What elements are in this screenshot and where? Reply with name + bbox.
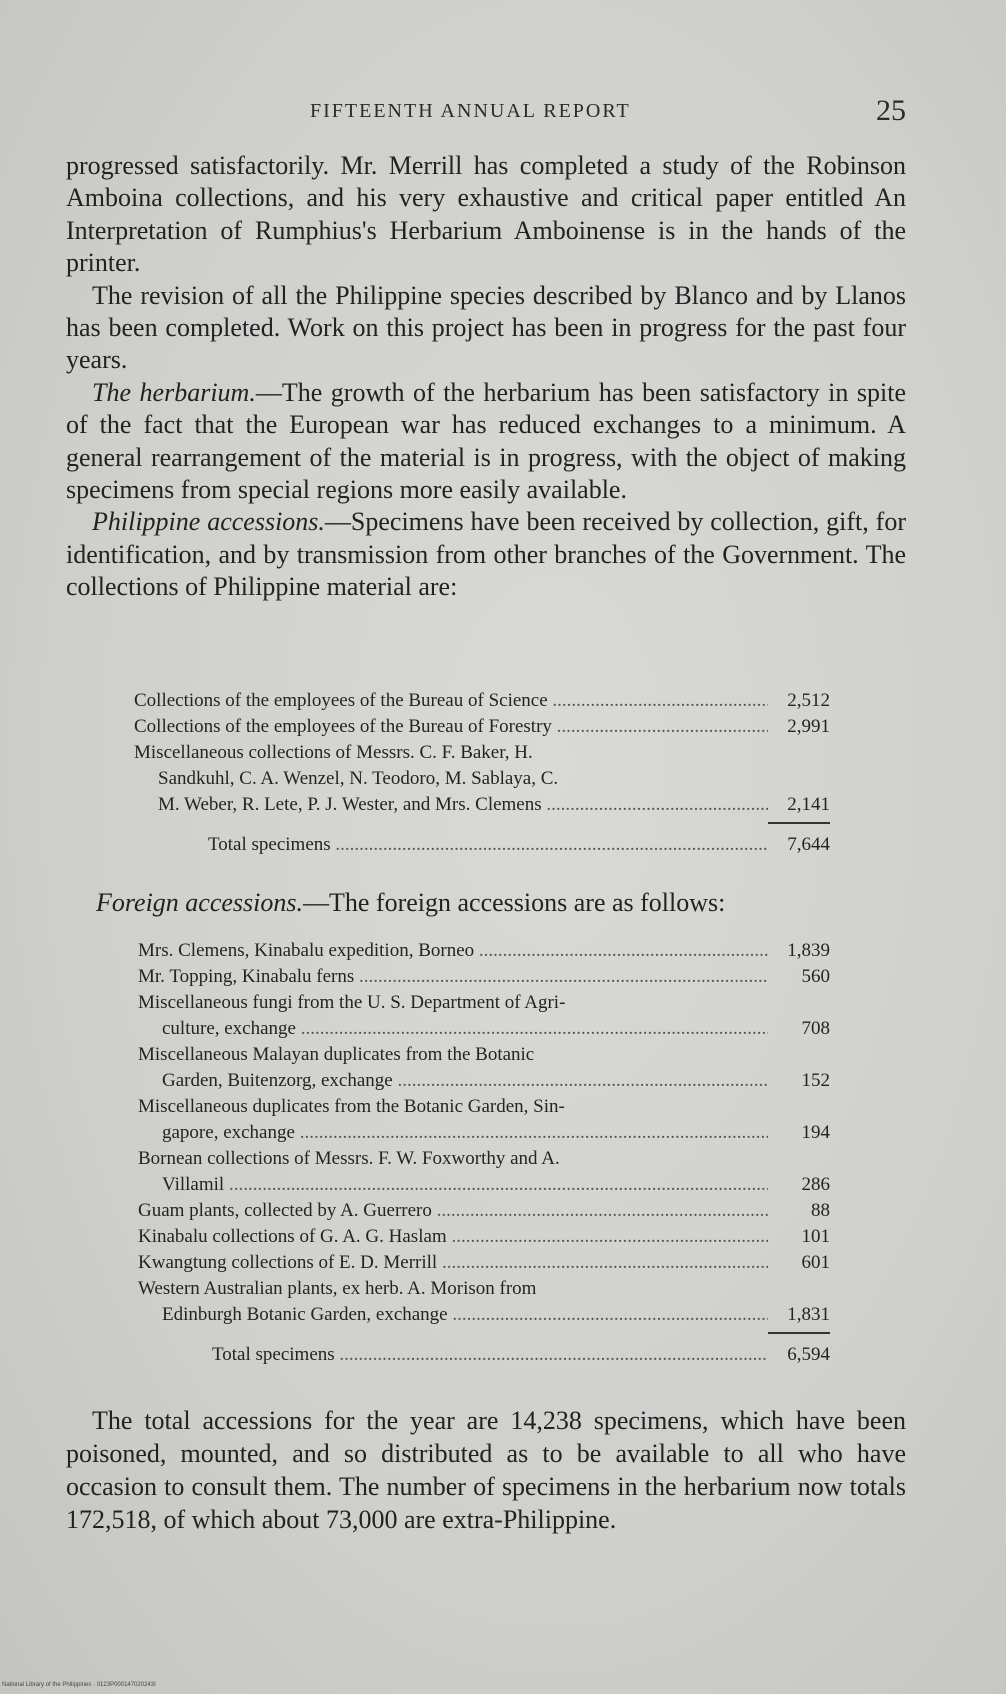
row-label: Mr. Topping, Kinabalu ferns ..... (138, 964, 768, 990)
total-row (138, 1342, 830, 1368)
table-row (134, 740, 830, 766)
philippine-accessions-heading: Philippine accessions. (92, 507, 325, 537)
row-label: Garden, Buitenzorg, exchange ..... (138, 1068, 768, 1094)
closing-text: The total accessions for the year are 14,238 specimens, which have been poisoned, mounted, and so distributed as to be available to all who have occasion to consult them. The number of specimens in the herbarium now totals 172,518, of which about 73,000 are extra-Philippine. (66, 1406, 906, 1534)
page-header (0, 94, 1006, 134)
table-row (138, 938, 830, 964)
row-label: culture, exchange ..... (138, 1016, 768, 1042)
row-label: Western Australian plants, ex herb. A. Morison from (138, 1278, 537, 1299)
table-row (138, 1016, 830, 1042)
herbarium-text: —The growth of the herbarium has been satisfactory in spite of the fact that the European war has reduced exchanges to a minimum. A general rearrangement of the material is in progress, with the object of making specimens from special regions more easily available. (66, 377, 906, 505)
table-row (138, 1120, 830, 1146)
row-label: Villamil ..... (138, 1172, 768, 1198)
foreign-accessions-heading: Foreign accessions. (96, 888, 303, 917)
row-label: Miscellaneous collections of Messrs. C. F. Baker, H. (134, 742, 533, 763)
total-label: Total specimens ..... (134, 832, 768, 858)
row-value: 708 (801, 1018, 830, 1039)
total-row (134, 832, 830, 858)
row-label: Miscellaneous duplicates from the Botanic Garden, Sin- (138, 1096, 565, 1117)
total-value: 6,594 (787, 1344, 830, 1365)
table-row (138, 1250, 830, 1276)
paragraph-1: progressed satisfactorily. Mr. Merrill has completed a study of the Robinson Amboina collections, and his very exhaustive and critical paper entitled An Interpretation of Rumphius's Herbarium Amboinense is in the hands of the printer. (66, 151, 906, 278)
paragraph-herbarium (66, 377, 906, 507)
philippine-accessions-text: —Specimens have been received by collection, gift, for identification, and by transmission from other branches of the Government. The collections of Philippine material are: (66, 507, 906, 602)
herbarium-heading: The herbarium. (92, 377, 256, 407)
row-label: Miscellaneous Malayan duplicates from the Botanic (138, 1044, 535, 1065)
row-value: 2,991 (787, 716, 830, 737)
total-rule (768, 1332, 830, 1334)
table-row (138, 1172, 830, 1198)
row-label: Collections of the employees of the Bureau of Forestry ..... (134, 714, 768, 740)
row-label: Sandkuhl, C. A. Wenzel, N. Teodoro, M. Sablaya, C. (158, 768, 559, 789)
row-label: gapore, exchange ..... (138, 1120, 768, 1146)
foreign-accessions-text: —The foreign accessions are as follows: (303, 888, 726, 917)
row-label: Mrs. Clemens, Kinabalu expedition, Borneo ..... (138, 938, 768, 964)
row-value: 560 (801, 966, 830, 987)
table-row (138, 1302, 830, 1328)
row-label: Bornean collections of Messrs. F. W. Foxworthy and A. (138, 1148, 560, 1169)
table-row (138, 1094, 830, 1120)
scan-footer-note: National Library of the Philippines · 0123P000147020243I (2, 1682, 156, 1688)
row-value: 2,512 (787, 690, 830, 711)
row-value: 88 (811, 1200, 830, 1221)
body-text (66, 150, 906, 604)
row-label: Edinburgh Botanic Garden, exchange ..... (138, 1302, 768, 1328)
table-row (138, 1198, 830, 1224)
closing-paragraph (66, 1404, 906, 1536)
row-value: 601 (801, 1252, 830, 1273)
table-row (138, 1042, 830, 1068)
paragraph-2: The revision of all the Philippine species described by Blanco and by Llanos has been completed. Work on this project has been in progress for the past four years. (66, 280, 906, 375)
philippine-accessions-table (134, 688, 830, 858)
table-row (138, 1068, 830, 1094)
row-value: 2,141 (787, 794, 830, 815)
row-label: Kwangtung collections of E. D. Merrill ..... (138, 1250, 768, 1276)
table-row (134, 688, 830, 714)
row-value: 194 (801, 1122, 830, 1143)
table-row (134, 714, 830, 740)
total-rule (768, 822, 830, 824)
row-value: 101 (801, 1226, 830, 1247)
table-row (138, 990, 830, 1016)
row-value: 1,831 (787, 1304, 830, 1325)
table-row (138, 1276, 830, 1302)
paragraph-philippine-accessions (66, 506, 906, 603)
total-value: 7,644 (787, 834, 830, 855)
row-value: 1,839 (787, 940, 830, 961)
table-row (138, 964, 830, 990)
table-row (138, 1146, 830, 1172)
table-row (134, 766, 830, 792)
foreign-accessions-table (138, 938, 830, 1368)
row-label: Guam plants, collected by A. Guerrero ..... (138, 1198, 768, 1224)
row-value: 286 (801, 1174, 830, 1195)
page-number: 25 (876, 94, 906, 127)
total-label: Total specimens ..... (138, 1342, 768, 1368)
row-label: M. Weber, R. Lete, P. J. Wester, and Mrs. Clemens ..... (134, 792, 768, 818)
row-label: Kinabalu collections of G. A. G. Haslam ..... (138, 1224, 768, 1250)
row-label: Collections of the employees of the Bureau of Science ..... (134, 688, 768, 714)
row-value: 152 (801, 1070, 830, 1091)
running-head: FIFTEENTH ANNUAL REPORT (310, 100, 631, 122)
foreign-accessions-intro (96, 887, 936, 919)
table-row (134, 792, 830, 818)
table-row (138, 1224, 830, 1250)
row-label: Miscellaneous fungi from the U. S. Department of Agri- (138, 992, 566, 1013)
